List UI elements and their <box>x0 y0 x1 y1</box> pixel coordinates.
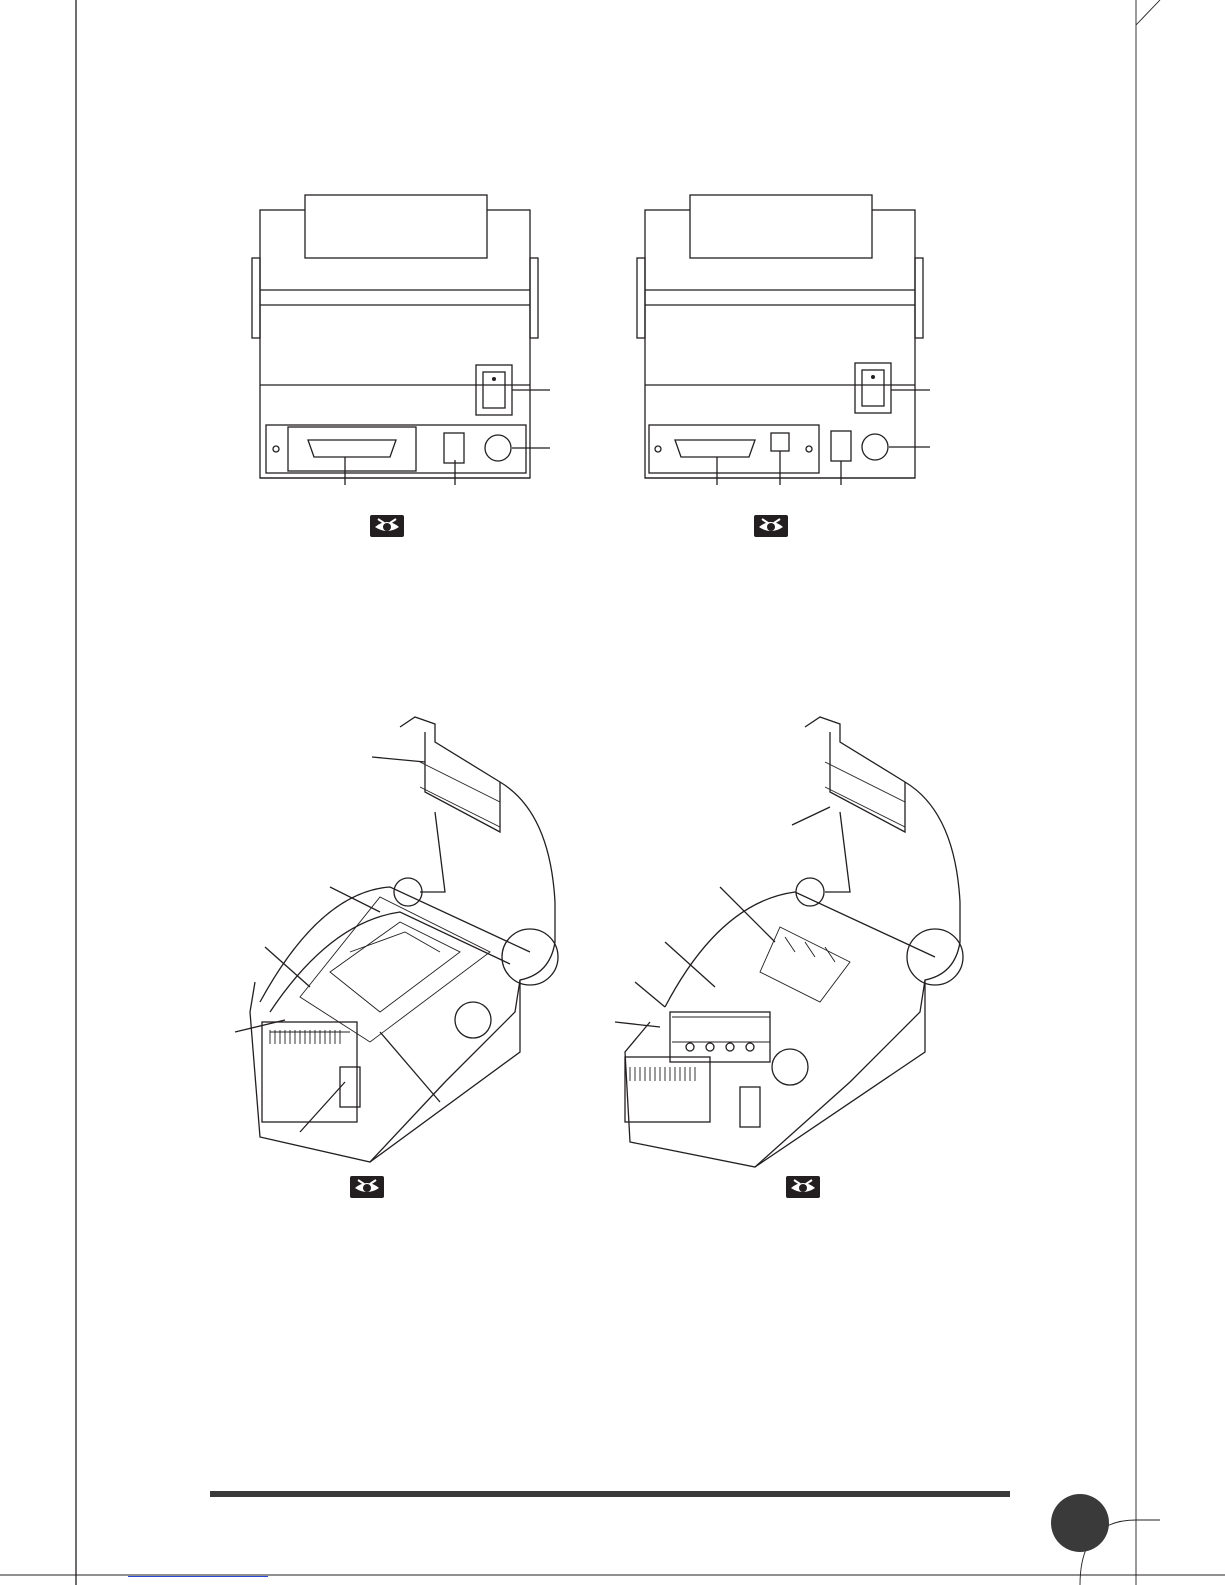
eye-icon <box>754 515 788 537</box>
rear-view-figure-parallel <box>240 195 560 495</box>
eye-icon <box>370 515 404 537</box>
rear-view-figure-multi <box>625 195 945 495</box>
page-number-badge <box>1051 1494 1109 1552</box>
open-top-figure-label <box>230 712 590 1162</box>
eye-icon <box>350 1176 384 1198</box>
open-top-figure-cutter <box>610 712 970 1167</box>
link-underline[interactable] <box>128 1576 268 1577</box>
eye-icon <box>786 1176 820 1198</box>
footer-rule <box>210 1491 1010 1497</box>
